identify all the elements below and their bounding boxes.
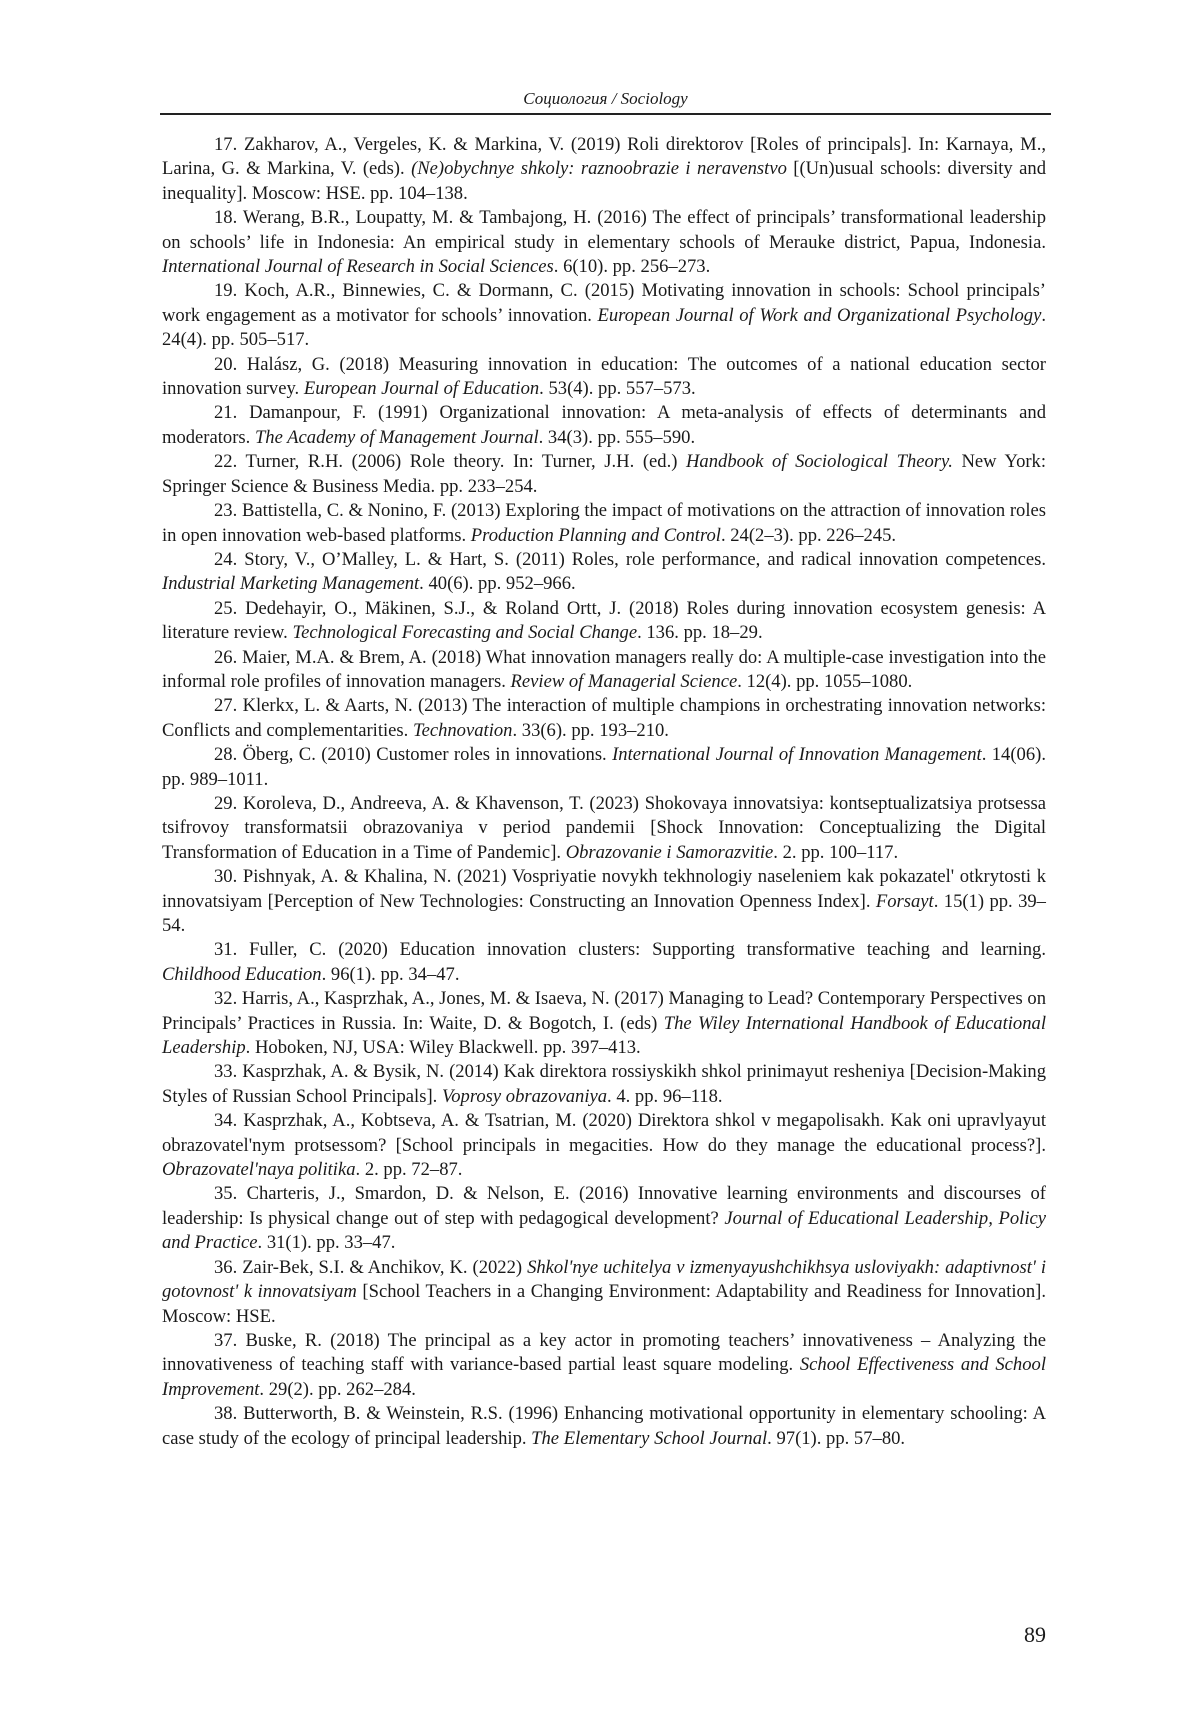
reference-text: 32. Harris, A., Kasprzhak, A., Jones, M. & Isaeva, N. (2017) Managing to Lead? Contemporary Perspectives on Principals’ Practices in Russia. In: Waite, D. & Bogotch, I. (eds) — [162, 988, 1046, 1034]
reference-source-title: The Academy of Management Journal — [254, 426, 539, 448]
reference-source-title: Production Planning and Control — [470, 524, 721, 546]
reference-entry — [162, 865, 1046, 938]
reference-source-title: Technological Forecasting and Social Change — [292, 622, 638, 644]
reference-source-title: School Effectiveness and School Improvement — [162, 1354, 1046, 1400]
reference-source-title: Technovation — [412, 719, 513, 741]
reference-source-title: Voprosy obrazovaniya — [441, 1085, 608, 1107]
reference-entry — [162, 1256, 1046, 1329]
reference-text: 37. Buske, R. (2018) The principal as a key actor in promoting teachers’ innovativeness – Analyzing the innovativeness of teaching staff with variance-based partial least square modeling. — [162, 1329, 1046, 1376]
reference-text: . 14(06). pp. 989–1011. — [162, 744, 1046, 790]
reference-source-title: European Journal of Work and Organizational Psychology — [597, 304, 1042, 326]
reference-text: . 40(6). pp. 952–966. — [419, 573, 576, 595]
reference-source-title: The Wiley International Handbook of Educational Leadership — [162, 1012, 1046, 1059]
page-number: 89 — [1024, 1622, 1046, 1647]
reference-text: 21. Damanpour, F. (1991) Organizational innovation: A meta-analysis of effects of determinants and moderators. — [162, 402, 1046, 448]
reference-text: . 6(10). pp. 256–273. — [553, 256, 711, 278]
reference-text: 25. Dedehayir, O., Mäkinen, S.J., & Roland Ortt, J. (2018) Roles during innovation ecosystem genesis: A literature review. — [162, 597, 1046, 644]
reference-entry — [162, 499, 1046, 548]
reference-text: . 53(4). pp. 557–573. — [539, 378, 696, 400]
reference-entry — [162, 1060, 1046, 1109]
reference-entry — [162, 206, 1046, 279]
reference-text: 36. Zair-Bek, S.I. & Anchikov, K. (2022) — [214, 1256, 528, 1278]
reference-source-title: Handbook of Sociological Theory. — [686, 451, 953, 473]
reference-text: . 33(6). pp. 193–210. — [512, 719, 669, 741]
reference-source-title: Review of Managerial Science — [510, 670, 738, 692]
reference-text: 24. Story, V., O’Malley, L. & Hart, S. (2011) Roles, role performance, and radical innovation competences. — [214, 548, 1046, 570]
header-rule — [160, 113, 1051, 115]
reference-text: . Hoboken, NJ, USA: Wiley Blackwell. pp. 397–413. — [245, 1037, 641, 1059]
reference-text: 29. Koroleva, D., Andreeva, A. & Khavenson, T. (2023) Shokovaya innovatsiya: kontseptualizatsiya protsessa tsifrovoy transformatsii obrazovaniya v period pandemii [Shock Innovation: Conceptualizing the Digital Transformation of Education in a Time of Pandemic]. — [162, 792, 1046, 863]
reference-entry — [162, 1329, 1046, 1402]
reference-text: . 31(1). pp. 33–47. — [257, 1232, 396, 1254]
reference-entry — [162, 743, 1046, 792]
reference-entry — [162, 938, 1046, 987]
reference-text: New York: Springer Science & Business Media. pp. 233–254. — [162, 451, 1047, 497]
reference-source-title: European Journal of Education — [303, 378, 540, 400]
reference-source-title: Forsayt — [875, 890, 934, 912]
reference-entry — [162, 1182, 1046, 1255]
reference-text: . 12(4). pp. 1055–1080. — [737, 670, 913, 692]
reference-text: . 4. pp. 96–118. — [607, 1085, 723, 1107]
reference-source-title: Journal of Educational Leadership, Policy and Practice — [162, 1207, 1046, 1254]
reference-source-title: The Elementary School Journal — [531, 1427, 768, 1449]
reference-text: 20. Halász, G. (2018) Measuring innovation in education: The outcomes of a national education sector innovation survey. — [162, 353, 1046, 400]
reference-source-title: Obrazovanie i Samorazvitie — [565, 841, 774, 863]
reference-text: . 24(4). pp. 505–517. — [162, 304, 1046, 351]
reference-text: 27. Klerkx, L. & Aarts, N. (2013) The interaction of multiple champions in orchestrating innovation networks: Conflicts and complementarities. — [162, 695, 1046, 741]
reference-text: . 34(3). pp. 555–590. — [538, 426, 696, 448]
reference-text: . 24(2–3). pp. 226–245. — [720, 524, 897, 546]
reference-entry — [162, 401, 1046, 450]
reference-source-title: International Journal of Innovation Management — [612, 744, 982, 766]
reference-text: . 29(2). pp. 262–284. — [259, 1378, 416, 1400]
reference-text: . 96(1). pp. 34–47. — [321, 963, 460, 985]
reference-entry — [162, 792, 1046, 865]
reference-text: 22. Turner, R.H. (2006) Role theory. In: Turner, J.H. (ed.) — [214, 451, 686, 473]
reference-text: [School Teachers in a Changing Environment: Adaptability and Readiness for Innovation]. Moscow: HSE. — [162, 1281, 1046, 1327]
reference-entry — [162, 1402, 1046, 1451]
reference-entry — [162, 279, 1046, 352]
reference-text: . 15(1) pp. 39–54. — [162, 890, 1046, 936]
reference-entry — [162, 987, 1046, 1060]
running-header: Социология / Sociology — [523, 89, 688, 108]
reference-entry — [162, 353, 1046, 402]
reference-text: 19. Koch, A.R., Binnewies, C. & Dormann, C. (2015) Motivating innovation in schools: School principals’ work engagement as a motivator for schools’ innovation. — [162, 280, 1046, 326]
reference-source-title: Shkol'nye uchitelya v izmenyayushchikhsya usloviyakh: adaptivnost' i gotovnost' k innovatsiyam — [162, 1256, 1047, 1303]
reference-entry — [162, 450, 1046, 499]
reference-text: . 2. pp. 100–117. — [773, 841, 899, 863]
reference-text: . 2. pp. 72–87. — [355, 1159, 463, 1181]
reference-list — [162, 133, 1046, 1451]
reference-text: 31. Fuller, C. (2020) Education innovation clusters: Supporting transformative teaching and learning. — [214, 939, 1046, 961]
reference-source-title: (Ne)obychnye shkoly: raznoobrazie i neravenstvo — [411, 158, 787, 180]
reference-text: 35. Charteris, J., Smardon, D. & Nelson, E. (2016) Innovative learning environments and discourses of leadership: Is physical change out of step with pedagogical development? — [162, 1183, 1046, 1229]
reference-text: . 97(1). pp. 57–80. — [767, 1427, 906, 1449]
reference-entry — [162, 597, 1046, 646]
reference-text: 26. Maier, M.A. & Brem, A. (2018) What innovation managers really do: A multiple-case investigation into the informal role profiles of innovation managers. — [162, 646, 1046, 692]
reference-source-title: Industrial Marketing Management — [162, 573, 420, 595]
reference-source-title: International Journal of Research in Social Sciences — [162, 256, 554, 278]
reference-text: 23. Battistella, C. & Nonino, F. (2013) Exploring the impact of motivations on the attraction of innovation roles in open innovation web-based platforms. — [162, 500, 1046, 546]
reference-entry — [162, 646, 1046, 695]
reference-text: 33. Kasprzhak, A. & Bysik, N. (2014) Kak direktora rossiyskikh shkol prinimayut resheniya [Decision-Making Styles of Russian School Principals]. — [162, 1061, 1046, 1107]
reference-text: 38. Butterworth, B. & Weinstein, R.S. (1996) Enhancing motivational opportunity in elementary schooling: A case study of the ecology of principal leadership. — [162, 1403, 1046, 1449]
reference-text: 17. Zakharov, A., Vergeles, K. & Markina, V. (2019) Roli direktorov [Roles of principals]. In: Karnaya, M., Larina, G. & Markina, V. (eds). — [162, 134, 1046, 180]
reference-entry — [162, 694, 1046, 743]
reference-entry — [162, 548, 1046, 597]
reference-text: 18. Werang, B.R., Loupatty, M. & Tambajong, H. (2016) The effect of principals’ transformational leadership on schools’ life in Indonesia: An empirical study in elementary schools of Merauke district, Papua, Indonesia. — [162, 207, 1046, 253]
reference-text: . 136. pp. 18–29. — [637, 622, 763, 644]
reference-entry — [162, 1109, 1046, 1182]
reference-text: [(Un)usual schools: diversity and inequality]. Moscow: HSE. pp. 104–138. — [162, 158, 1046, 204]
reference-text: 28. Öberg, C. (2010) Customer roles in innovations. — [214, 744, 613, 766]
reference-source-title: Childhood Education — [162, 963, 322, 985]
reference-entry — [162, 133, 1046, 206]
reference-text: 30. Pishnyak, A. & Khalina, N. (2021) Vospriyatie novykh tekhnologiy naseleniem kak pokazatel' otkrytosti k innovatsiyam [Perception of New Technologies: Constructing an Innovation Openness Index]. — [162, 866, 1046, 912]
reference-text: 34. Kasprzhak, A., Kobtseva, A. & Tsatrian, M. (2020) Direktora shkol v megapolisakh. Kak oni upravlyayut obrazovatel'nym protsessom? [School principals in megacities. How do they manage the educational process?]. — [162, 1110, 1046, 1156]
reference-source-title: Obrazovatel'naya politika — [162, 1159, 356, 1181]
